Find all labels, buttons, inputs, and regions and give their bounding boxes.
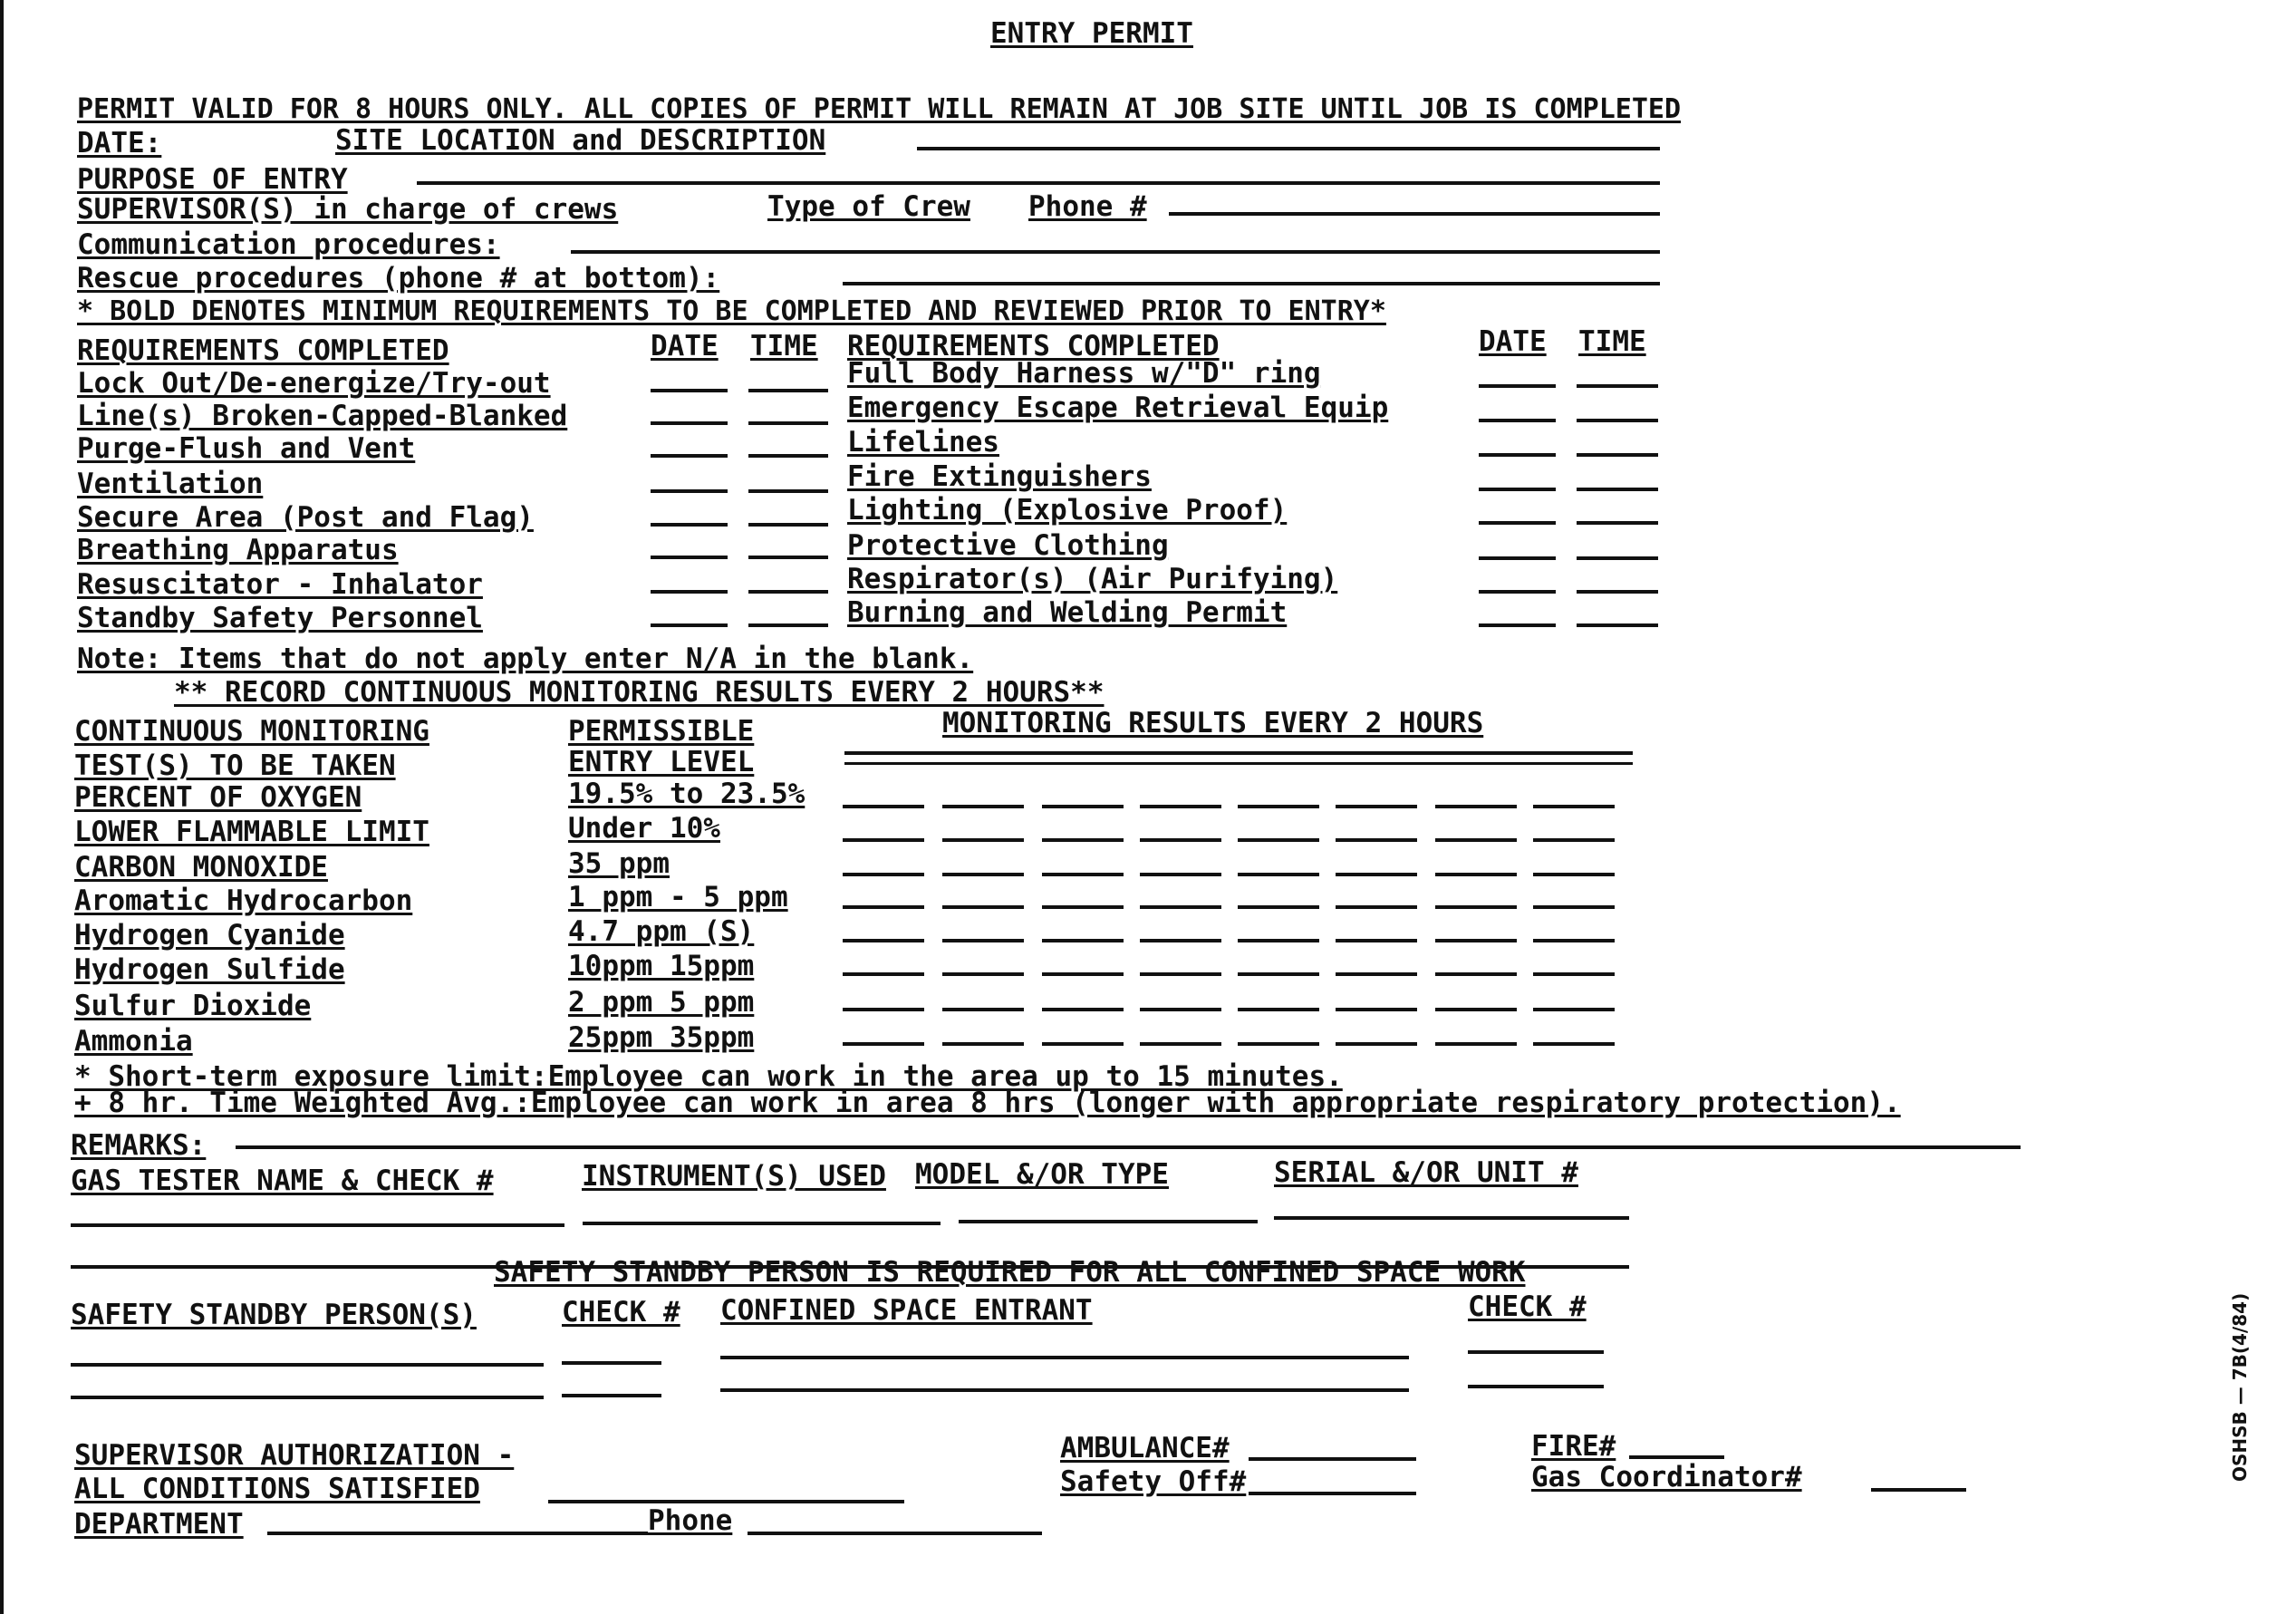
phone-footer-label: Phone — [648, 1504, 733, 1537]
validity-notice: PERMIT VALID FOR 8 HOURS ONLY. ALL COPIES OF PERMIT WILL REMAIN AT JOB SITE UNTIL JOB IS COMPLETED — [77, 93, 1682, 125]
monitoring-result-blank[interactable] — [843, 972, 924, 976]
monitoring-result-blank[interactable] — [1336, 1042, 1417, 1046]
req-left-time-blank[interactable] — [748, 454, 828, 458]
monitoring-result-blank[interactable] — [1238, 1042, 1319, 1046]
monitoring-result-blank[interactable] — [1533, 905, 1615, 909]
crew-type-label: Type of Crew — [767, 190, 970, 223]
site-label: SITE LOCATION and DESCRIPTION — [335, 124, 826, 157]
req-right-time-blank[interactable] — [1577, 623, 1658, 627]
monitoring-result-blank[interactable] — [942, 838, 1024, 842]
monitoring-results-header: MONITORING RESULTS EVERY 2 HOURS — [942, 707, 1484, 739]
monitoring-result-blank[interactable] — [1042, 972, 1124, 976]
req-right-item: Protective Clothing — [847, 529, 1169, 562]
standby-person-blank-2[interactable] — [71, 1396, 544, 1399]
monitoring-result-blank[interactable] — [1238, 905, 1319, 909]
phone-footer-blank[interactable] — [748, 1532, 1042, 1535]
monitoring-result-blank[interactable] — [942, 972, 1024, 976]
rescue-label: Rescue procedures (phone # at bottom): — [77, 262, 720, 295]
fire-blank[interactable] — [1629, 1455, 1724, 1459]
monitoring-test-name: PERCENT OF OXYGEN — [74, 781, 362, 814]
instruments-label: INSTRUMENT(S) USED — [582, 1160, 886, 1193]
monitoring-result-blank[interactable] — [1238, 939, 1319, 942]
req-right-time-blank[interactable] — [1577, 556, 1658, 560]
department-blank[interactable] — [267, 1532, 648, 1535]
twa-note: + 8 hr. Time Weighted Avg.:Employee can work in area 8 hrs (longer with appropriate respiratory protection). — [74, 1087, 1901, 1119]
monitoring-result-blank[interactable] — [1435, 905, 1517, 909]
results-header-rule-1 — [844, 751, 1633, 755]
monitoring-test-name: Ammonia — [74, 1025, 193, 1058]
monitoring-result-blank[interactable] — [843, 873, 924, 876]
req-left-item: Line(s) Broken-Capped-Blanked — [77, 400, 568, 432]
monitoring-result-blank[interactable] — [1140, 1008, 1221, 1011]
req-right-date-blank[interactable] — [1479, 384, 1556, 388]
req-left-date-blank[interactable] — [651, 623, 728, 627]
req-left-item: Lock Out/De-energize/Try-out — [77, 367, 551, 400]
req-left-time-blank[interactable] — [748, 389, 828, 392]
phone-label: Phone # — [1028, 190, 1147, 223]
monitoring-result-blank[interactable] — [1042, 939, 1124, 942]
monitoring-entry-level: 19.5% to 23.5% — [568, 778, 806, 810]
safety-office-label: Safety Off# — [1060, 1465, 1247, 1498]
req-left-item: Resuscitator - Inhalator — [77, 568, 483, 601]
phone-blank[interactable] — [1169, 212, 1660, 216]
req-left-date-blank[interactable] — [651, 590, 728, 594]
monitoring-result-blank[interactable] — [843, 1008, 924, 1011]
monitoring-entry-level: 1 ppm - 5 ppm — [568, 881, 788, 913]
req-right-item: Lighting (Explosive Proof) — [847, 494, 1288, 527]
monitoring-result-blank[interactable] — [1336, 873, 1417, 876]
req-right-time-blank[interactable] — [1577, 419, 1658, 422]
req-left-time-blank[interactable] — [748, 623, 828, 627]
monitoring-result-blank[interactable] — [942, 1008, 1024, 1011]
standby-person-label: SAFETY STANDBY PERSON(S) — [71, 1299, 477, 1331]
ambulance-label: AMBULANCE# — [1060, 1432, 1230, 1464]
monitoring-test-name: Sulfur Dioxide — [74, 990, 312, 1022]
monitoring-result-blank[interactable] — [1336, 905, 1417, 909]
serial-blank[interactable] — [1274, 1216, 1629, 1220]
gas-tester-label: GAS TESTER NAME & CHECK # — [71, 1165, 494, 1197]
req-left-item: Breathing Apparatus — [77, 534, 399, 566]
monitoring-col2-line2: ENTRY LEVEL — [568, 746, 755, 778]
monitoring-result-blank[interactable] — [1533, 1042, 1615, 1046]
monitoring-result-blank[interactable] — [1533, 972, 1615, 976]
req-right-time-blank[interactable] — [1577, 384, 1658, 388]
monitoring-result-blank[interactable] — [1435, 838, 1517, 842]
req-right-date-blank[interactable] — [1479, 488, 1556, 491]
monitoring-result-blank[interactable] — [1042, 1008, 1124, 1011]
req-right-time-blank[interactable] — [1577, 521, 1658, 525]
req-right-time-blank[interactable] — [1577, 488, 1658, 491]
monitoring-result-blank[interactable] — [1336, 939, 1417, 942]
entrant-check-blank-2[interactable] — [1468, 1385, 1604, 1388]
req-right-date-blank[interactable] — [1479, 453, 1556, 457]
monitoring-entry-level: Under 10% — [568, 812, 720, 845]
req-left-header: REQUIREMENTS COMPLETED — [77, 334, 449, 367]
req-right-time-blank[interactable] — [1577, 590, 1658, 594]
req-right-date-blank[interactable] — [1479, 556, 1556, 560]
monitoring-result-blank[interactable] — [1435, 972, 1517, 976]
req-right-header: REQUIREMENTS COMPLETED — [847, 330, 1220, 362]
req-right-item: Respirator(s) (Air Purifying) — [847, 563, 1338, 595]
gas-tester-blank[interactable] — [71, 1223, 564, 1227]
monitoring-result-blank[interactable] — [843, 805, 924, 808]
monitoring-test-name: LOWER FLAMMABLE LIMIT — [74, 816, 429, 848]
supervisor-auth-label: SUPERVISOR AUTHORIZATION - — [74, 1439, 515, 1472]
rescue-blank[interactable] — [843, 282, 1660, 285]
monitoring-result-blank[interactable] — [1140, 939, 1221, 942]
monitoring-result-blank[interactable] — [1042, 1042, 1124, 1046]
standby-person-blank-1[interactable] — [71, 1363, 544, 1367]
req-left-time-blank[interactable] — [748, 590, 828, 594]
standby-check-blank-1[interactable] — [562, 1361, 661, 1365]
req-left-item: Ventilation — [77, 468, 264, 500]
fire-label: FIRE# — [1531, 1430, 1616, 1463]
conditions-blank[interactable] — [548, 1500, 904, 1503]
gas-coordinator-blank[interactable] — [1871, 1488, 1966, 1492]
model-blank[interactable] — [959, 1220, 1258, 1223]
monitoring-result-blank[interactable] — [1533, 805, 1615, 808]
communication-blank[interactable] — [571, 250, 1660, 254]
req-right-item: Emergency Escape Retrieval Equip — [847, 391, 1389, 424]
left-border — [0, 0, 4, 1614]
monitoring-entry-level: 2 ppm 5 ppm — [568, 986, 755, 1019]
monitoring-result-blank[interactable] — [1238, 838, 1319, 842]
req-right-date-blank[interactable] — [1479, 623, 1556, 627]
monitoring-result-blank[interactable] — [1042, 805, 1124, 808]
site-blank[interactable] — [917, 147, 1660, 150]
monitoring-result-blank[interactable] — [1042, 838, 1124, 842]
remarks-blank[interactable] — [236, 1145, 2021, 1149]
monitoring-result-blank[interactable] — [942, 873, 1024, 876]
monitoring-result-blank[interactable] — [1533, 1008, 1615, 1011]
monitoring-entry-level: 4.7 ppm (S) — [568, 915, 755, 948]
monitoring-result-blank[interactable] — [843, 1042, 924, 1046]
monitoring-result-blank[interactable] — [1238, 805, 1319, 808]
req-left-date-blank[interactable] — [651, 454, 728, 458]
ambulance-blank[interactable] — [1249, 1457, 1416, 1461]
entrant-check-blank-1[interactable] — [1468, 1350, 1604, 1354]
form-title: ENTRY PERMIT — [990, 17, 1193, 50]
safety-office-blank[interactable] — [1249, 1492, 1416, 1495]
monitoring-result-blank[interactable] — [1042, 905, 1124, 909]
monitoring-result-blank[interactable] — [1533, 873, 1615, 876]
not-applicable-note: Note: Items that do not apply enter N/A in the blank. — [77, 643, 974, 675]
monitoring-col2-line1: PERMISSIBLE — [568, 715, 755, 748]
monitoring-result-blank[interactable] — [1336, 972, 1417, 976]
stel-note: * Short-term exposure limit:Employee can work in the area up to 15 minutes. — [74, 1060, 1343, 1093]
monitoring-result-blank[interactable] — [1140, 972, 1221, 976]
monitoring-result-blank[interactable] — [1140, 873, 1221, 876]
monitoring-entry-level: 25ppm 35ppm — [568, 1021, 755, 1054]
monitoring-result-blank[interactable] — [843, 838, 924, 842]
bold-requirements-note: * BOLD DENOTES MINIMUM REQUIREMENTS TO BE COMPLETED AND REVIEWED PRIOR TO ENTRY* — [77, 295, 1386, 327]
monitoring-result-blank[interactable] — [1042, 873, 1124, 876]
req-right-item: Full Body Harness w/"D" ring — [847, 357, 1321, 390]
instruments-blank[interactable] — [583, 1222, 941, 1225]
monitoring-result-blank[interactable] — [1435, 1008, 1517, 1011]
monitoring-result-blank[interactable] — [843, 905, 924, 909]
req-right-time-blank[interactable] — [1577, 453, 1658, 457]
req-left-date-col: DATE — [651, 330, 719, 362]
monitoring-result-blank[interactable] — [1238, 873, 1319, 876]
monitoring-result-blank[interactable] — [1140, 838, 1221, 842]
monitoring-result-blank[interactable] — [1533, 939, 1615, 942]
monitoring-test-name: CARBON MONOXIDE — [74, 851, 328, 884]
monitoring-test-name: Hydrogen Cyanide — [74, 919, 345, 952]
req-left-date-blank[interactable] — [651, 523, 728, 527]
conditions-label: ALL CONDITIONS SATISFIED — [74, 1473, 480, 1505]
req-right-date-blank[interactable] — [1479, 521, 1556, 525]
req-left-time-blank[interactable] — [748, 556, 828, 559]
req-left-time-col: TIME — [750, 330, 818, 362]
monitoring-result-blank[interactable] — [1435, 873, 1517, 876]
purpose-blank[interactable] — [417, 181, 1660, 185]
record-monitoring-note: ** RECORD CONTINUOUS MONITORING RESULTS EVERY 2 HOURS** — [174, 676, 1105, 709]
entrant-blank-2[interactable] — [720, 1388, 1409, 1392]
serial-label: SERIAL &/OR UNIT # — [1274, 1156, 1578, 1189]
department-label: DEPARTMENT — [74, 1508, 244, 1541]
monitoring-result-blank[interactable] — [1435, 939, 1517, 942]
monitoring-result-blank[interactable] — [843, 939, 924, 942]
req-left-item: Purge-Flush and Vent — [77, 432, 416, 465]
monitoring-result-blank[interactable] — [942, 1042, 1024, 1046]
req-left-time-blank[interactable] — [748, 421, 828, 425]
entrant-check-label: CHECK # — [1468, 1290, 1587, 1323]
purpose-label: PURPOSE OF ENTRY — [77, 163, 348, 196]
req-left-date-blank[interactable] — [651, 556, 728, 559]
req-right-item: Lifelines — [847, 426, 999, 459]
communication-label: Communication procedures: — [77, 228, 500, 261]
standby-check-blank-2[interactable] — [562, 1394, 661, 1397]
req-right-date-col: DATE — [1479, 325, 1547, 358]
monitoring-result-blank[interactable] — [1238, 1008, 1319, 1011]
form-id: OSHSB — 7B(4/84) — [2229, 1292, 2251, 1482]
req-left-item: Standby Safety Personnel — [77, 602, 483, 634]
monitoring-result-blank[interactable] — [1533, 838, 1615, 842]
entrant-label: CONFINED SPACE ENTRANT — [720, 1294, 1093, 1327]
req-left-date-blank[interactable] — [651, 489, 728, 493]
monitoring-col1-line2: TEST(S) TO BE TAKEN — [74, 749, 396, 782]
standby-check-label: CHECK # — [562, 1296, 680, 1329]
monitoring-result-blank[interactable] — [942, 805, 1024, 808]
entrant-blank-1[interactable] — [720, 1356, 1409, 1359]
monitoring-result-blank[interactable] — [1435, 1042, 1517, 1046]
req-right-date-blank[interactable] — [1479, 590, 1556, 594]
req-right-item: Fire Extinguishers — [847, 460, 1152, 493]
req-right-time-col: TIME — [1578, 325, 1646, 358]
monitoring-test-name: Aromatic Hydrocarbon — [74, 884, 413, 917]
monitoring-result-blank[interactable] — [1140, 905, 1221, 909]
monitoring-result-blank[interactable] — [1238, 972, 1319, 976]
results-header-rule-2 — [844, 762, 1633, 765]
monitoring-entry-level: 10ppm 15ppm — [568, 950, 755, 982]
monitoring-result-blank[interactable] — [1140, 1042, 1221, 1046]
monitoring-result-blank[interactable] — [1336, 805, 1417, 808]
monitoring-col1-line1: CONTINUOUS MONITORING — [74, 715, 429, 748]
req-left-date-blank[interactable] — [651, 389, 728, 392]
req-right-date-blank[interactable] — [1479, 419, 1556, 422]
monitoring-result-blank[interactable] — [942, 905, 1024, 909]
req-right-item: Burning and Welding Permit — [847, 596, 1288, 629]
remarks-label: REMARKS: — [71, 1129, 207, 1162]
monitoring-entry-level: 35 ppm — [568, 847, 670, 880]
monitoring-test-name: Hydrogen Sulfide — [74, 953, 345, 986]
monitoring-result-blank[interactable] — [1336, 838, 1417, 842]
req-left-item: Secure Area (Post and Flag) — [77, 501, 534, 534]
monitoring-result-blank[interactable] — [942, 939, 1024, 942]
supervisor-label: SUPERVISOR(S) in charge of crews — [77, 193, 619, 226]
monitoring-result-blank[interactable] — [1435, 805, 1517, 808]
standby-notice: SAFETY STANDBY PERSON IS REQUIRED FOR ALL CONFINED SPACE WORK — [494, 1256, 1526, 1289]
monitoring-result-blank[interactable] — [1336, 1008, 1417, 1011]
date-label: DATE: — [77, 127, 162, 159]
monitoring-result-blank[interactable] — [1140, 805, 1221, 808]
req-left-time-blank[interactable] — [748, 489, 828, 493]
model-label: MODEL &/OR TYPE — [915, 1158, 1169, 1191]
gas-coordinator-label: Gas Coordinator# — [1531, 1461, 1802, 1493]
req-left-time-blank[interactable] — [748, 523, 828, 527]
req-left-date-blank[interactable] — [651, 421, 728, 425]
